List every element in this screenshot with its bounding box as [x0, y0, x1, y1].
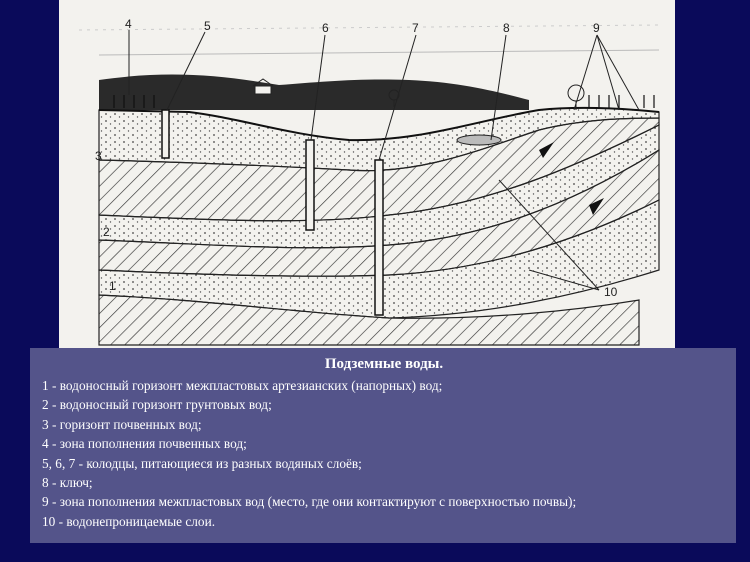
legend-list: [42, 376, 726, 531]
label-3: 3: [95, 149, 102, 163]
label-8: 8: [503, 21, 510, 35]
label-7: 7: [412, 21, 419, 35]
legend-item: 8 - ключ;: [42, 475, 93, 491]
well-5: [162, 110, 169, 158]
legend-item: 9 - зона пополнения межпластовых вод (место, где они контактируют с поверхностью почвы);: [42, 494, 577, 510]
legend-item: 10 - водонепроницаемые слои.: [42, 513, 216, 529]
spring-pond: [457, 135, 501, 145]
label-1: 1: [109, 279, 116, 293]
label-2: 2: [103, 225, 110, 239]
legend-item: 3 - горизонт почвенных вод;: [42, 416, 202, 432]
label-5: 5: [204, 19, 211, 33]
legend-title: Подземные воды.: [324, 356, 444, 372]
legend-item: 1 - водоносный горизонт межпластовых артезианских (напорных) вод;: [42, 378, 443, 393]
legend-panel: [30, 348, 736, 543]
legend-item: 2 - водоносный горизонт грунтовых вод;: [42, 397, 272, 413]
well-6: [306, 140, 314, 230]
groundwater-cross-section-diagram: [59, 0, 675, 350]
label-9: 9: [593, 21, 600, 35]
legend-item: 4 - зона пополнения почвенных вод;: [42, 436, 247, 452]
label-10: 10: [604, 285, 618, 299]
well-7: [375, 160, 383, 315]
label-4: 4: [125, 17, 132, 31]
label-6: 6: [322, 21, 329, 35]
legend-item: 5, 6, 7 - колодцы, питающиеся из разных водяных слоёв;: [42, 455, 362, 471]
